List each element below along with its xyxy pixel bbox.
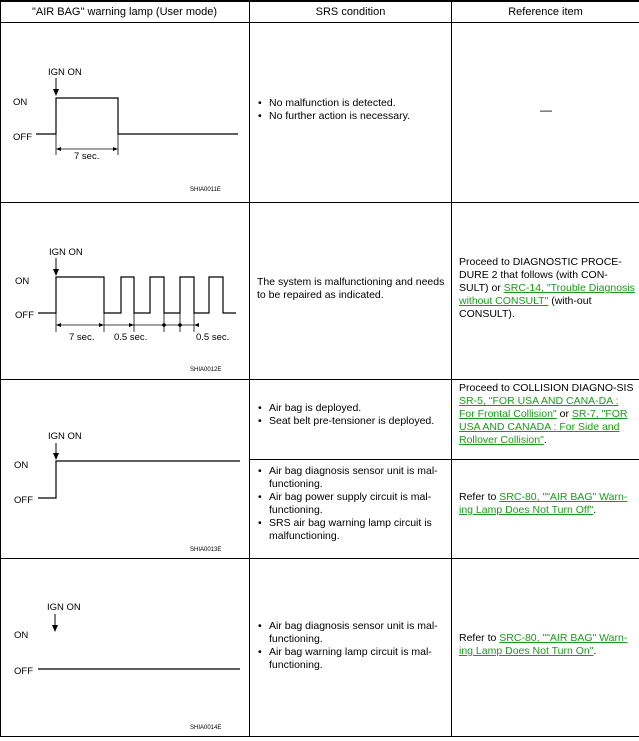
condition-item: • Seat belt pre-tensioner is deployed. xyxy=(269,415,447,428)
reference-text: Proceed to DIAGNOSTIC PROCE-DURE 2 that follows (with CON-SULT) or xyxy=(459,256,622,294)
off-label: OFF xyxy=(14,666,33,677)
row2-reference xyxy=(459,256,635,321)
ign-arrow-icon xyxy=(53,269,59,276)
reference-text: . xyxy=(593,504,597,516)
condition-item: • Air bag diagnosis sensor unit is mal-functioning. xyxy=(269,620,447,646)
ign-arrow-icon xyxy=(52,625,58,632)
row3-split-border xyxy=(250,459,639,460)
reference-text: Refer to xyxy=(459,491,500,503)
off-label: OFF xyxy=(15,310,34,321)
dimension-dot-icon xyxy=(162,323,166,327)
reference-text: Proceed to COLLISION DIAGNO-SIS xyxy=(459,382,634,394)
ign-arrow-icon xyxy=(53,453,59,460)
on-label: ON xyxy=(14,630,29,641)
dimension-arrow-icon xyxy=(56,323,61,327)
dimension-arrow-left-icon xyxy=(56,147,61,151)
row3b-reference xyxy=(459,491,635,517)
condition-item: • No further action is necessary. xyxy=(269,110,447,123)
seven-sec-label: 7 sec. xyxy=(69,332,95,343)
reference-text: Refer to xyxy=(459,632,500,644)
seven-sec-label: 7 sec. xyxy=(74,151,100,162)
condition-item: • Air bag is deployed. xyxy=(269,402,447,415)
row4-condition xyxy=(257,620,447,672)
lamp-does-not-turn-on-link[interactable]: SRC-80, ""AIR BAG" Warn-ing Lamp Does Not Turn On" xyxy=(459,632,628,657)
figure-code: SHIA0013E xyxy=(190,547,222,553)
frontal-collision-link[interactable]: SR-5, "FOR USA AND CANA-DA : For Frontal Collision" xyxy=(459,395,619,420)
off-label: OFF xyxy=(14,495,33,506)
on-label: ON xyxy=(13,97,28,108)
header-reference: Reference item xyxy=(508,6,583,18)
ign-on-label: IGN ON xyxy=(48,431,82,442)
reference-text: . xyxy=(543,434,547,446)
trouble-diagnosis-link[interactable]: SRC-14, "Trouble Diagnosis without CONSULT" xyxy=(459,282,635,307)
table-bottom-border xyxy=(0,736,639,737)
lamp-signal-line xyxy=(36,98,238,134)
reference-text: . xyxy=(593,645,597,657)
row3a-condition xyxy=(257,402,447,428)
lamp-pattern-plot-4 xyxy=(0,559,249,736)
condition-item: • SRS air bag warning lamp circuit is malfunctioning. xyxy=(269,517,447,543)
col1-col2-border xyxy=(249,0,250,737)
on-label: ON xyxy=(15,276,30,287)
reference-text: or xyxy=(556,408,572,420)
side-rollover-collision-link[interactable]: SR-7, "FOR USA AND CANADA : For Side and Rollover Collision" xyxy=(459,408,628,446)
table-top-border xyxy=(0,0,639,2)
header-srs-condition: SRS condition xyxy=(315,6,386,18)
header-lamp: "AIR BAG" warning lamp (User mode) xyxy=(31,6,218,18)
ign-on-label: IGN ON xyxy=(49,247,83,258)
lamp-pattern-plot-2 xyxy=(0,203,249,379)
figure-code: SHIA0012E xyxy=(190,367,222,373)
dimension-dot-icon xyxy=(178,323,182,327)
figure-code: SHIA0011E xyxy=(190,187,221,193)
off-label: OFF xyxy=(13,132,32,143)
lamp-pattern-plot-1 xyxy=(0,23,249,202)
condition-item: • Air bag diagnosis sensor unit is mal-functioning. xyxy=(269,465,447,491)
row3b-condition xyxy=(257,465,447,543)
lamp-signal-line xyxy=(38,461,240,498)
lamp-does-not-turn-off-link[interactable]: SRC-80, ""AIR BAG" Warn-ing Lamp Does Not Turn Off" xyxy=(459,491,628,516)
row4-reference xyxy=(459,632,635,658)
condition-item: • Air bag power supply circuit is mal-functioning. xyxy=(269,491,447,517)
dimension-arrow-icon xyxy=(129,323,134,327)
ign-on-label: IGN ON xyxy=(47,602,81,613)
row3a-reference xyxy=(459,382,635,447)
ign-arrow-icon xyxy=(53,89,59,96)
figure-code: SHIA0014E xyxy=(190,725,222,731)
row1-reference: — xyxy=(540,103,552,117)
row2-condition: The system is malfunctioning and needs to be repaired as indicated. xyxy=(257,276,445,301)
row1-condition xyxy=(257,97,447,123)
half-sec-label: 0.5 sec. xyxy=(114,332,148,343)
reference-text: (with-out CONSULT). xyxy=(459,295,592,320)
dimension-arrow-right-icon xyxy=(113,147,118,151)
col2-col3-border xyxy=(451,0,452,737)
on-label: ON xyxy=(14,460,29,471)
dimension-arrow-icon xyxy=(194,323,199,327)
dimension-arrow-icon xyxy=(99,323,104,327)
condition-item: • No malfunction is detected. xyxy=(269,97,447,110)
lamp-signal-line xyxy=(38,277,236,313)
lamp-pattern-plot-3 xyxy=(0,380,249,558)
half-sec-label: 0.5 sec. xyxy=(196,332,230,343)
ign-on-label: IGN ON xyxy=(48,67,82,78)
condition-item: • Air bag warning lamp circuit is mal-functioning. xyxy=(269,646,447,672)
